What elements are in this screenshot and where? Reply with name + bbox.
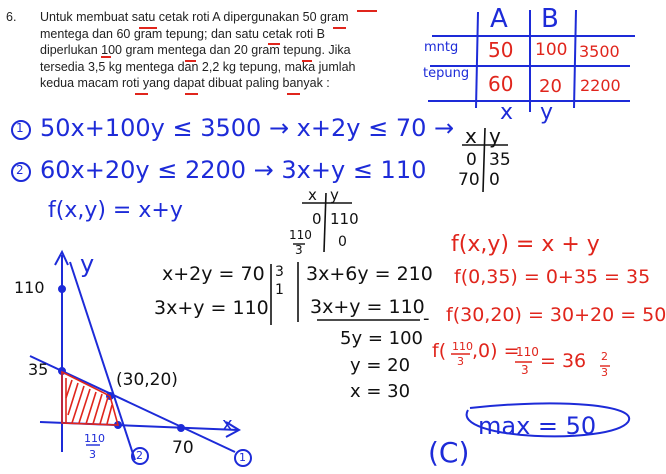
xy2-frac-den: 3 bbox=[295, 243, 303, 257]
eval-3-prefix: f( bbox=[432, 340, 447, 362]
table-cell: 50 bbox=[488, 38, 514, 62]
eval-3-frac-small-num: 2 bbox=[601, 350, 608, 363]
eval-3-val-den: 3 bbox=[521, 363, 529, 377]
eval-1: f(0,35) = 0+35 = 35 bbox=[454, 266, 651, 288]
question-number: 6. bbox=[6, 10, 17, 24]
elim-r5: x = 30 bbox=[350, 381, 411, 402]
graph-x-tick-70: 70 bbox=[172, 438, 194, 458]
eval-3-val-num: 110 bbox=[516, 345, 539, 359]
graph-x-axis-label: x bbox=[222, 414, 233, 435]
answer-choice: (C) bbox=[428, 436, 470, 469]
question-line: diperlukan 100 gram mentega dan 20 gram tepung. Jika bbox=[40, 43, 351, 57]
table-cell: 60 bbox=[488, 72, 514, 96]
eval-f: f(x,y) = x + y bbox=[451, 232, 600, 257]
elim-r4: y = 20 bbox=[350, 355, 411, 376]
elim-r3: 5y = 100 bbox=[340, 328, 423, 349]
xy1-cell: 70 bbox=[458, 170, 480, 190]
eval-2: f(30,20) = 30+20 = 50 bbox=[446, 304, 666, 326]
elim-mult2: 1 bbox=[275, 282, 284, 298]
graph-x-tick-frac-den: 3 bbox=[89, 448, 96, 461]
objective-function: f(x,y) = x+y bbox=[48, 198, 183, 223]
table-cell: 3500 bbox=[579, 42, 620, 61]
table-var-y: y bbox=[540, 100, 554, 125]
xy2-frac-num: 110 bbox=[289, 228, 312, 242]
eval-3-frac-num: 110 bbox=[452, 340, 473, 353]
xy1-header-x: x bbox=[465, 124, 477, 148]
constraint-2-number: 2 bbox=[16, 163, 24, 177]
question-line: tersedia 3,5 kg mentega dan 2,2 kg tepung, maka jumlah bbox=[40, 59, 356, 74]
question-line: Untuk membuat satu cetak roti A dipergunakan 50 gram bbox=[40, 10, 349, 24]
constraint-1-number: 1 bbox=[16, 121, 24, 135]
graph-y-tick-35: 35 bbox=[28, 360, 49, 379]
xy2-cell: 0 bbox=[338, 234, 347, 250]
table-header-a: A bbox=[490, 4, 508, 34]
elim-minus: - bbox=[423, 308, 430, 329]
xy2-header-x: x bbox=[308, 186, 317, 204]
eval-3-frac-den: 3 bbox=[457, 355, 464, 368]
xy1-cell: 0 bbox=[466, 150, 477, 170]
constraint-2: 60x+20y ≤ 2200 → 3x+y ≤ 110 bbox=[40, 156, 427, 184]
xy2-header-y: y bbox=[330, 186, 339, 204]
eval-3-eq: = 36 bbox=[540, 350, 587, 372]
eval-3-frac-small-den: 3 bbox=[601, 366, 608, 379]
graph-y-tick-110: 110 bbox=[14, 278, 45, 297]
table-row-label: tepung bbox=[423, 66, 470, 81]
xy1-cell: 35 bbox=[489, 150, 511, 170]
red-underlines bbox=[101, 11, 377, 94]
xy1-header-y: y bbox=[489, 124, 501, 148]
elim-r2: 3x+y = 110 bbox=[310, 296, 425, 318]
graph-point-label: (30,20) bbox=[116, 370, 178, 390]
elim-r1: 3x+6y = 210 bbox=[306, 263, 433, 285]
elim-eq1: x+2y = 70 bbox=[162, 263, 265, 285]
table-row-label: mntg bbox=[424, 40, 459, 55]
graph-line1-label: 1 bbox=[239, 451, 246, 464]
graph-line2-label: 2 bbox=[136, 449, 143, 462]
eval-3-mid: ,0) = bbox=[472, 340, 520, 362]
table-var-x: x bbox=[500, 100, 514, 125]
xy1-cell: 0 bbox=[489, 170, 500, 190]
elim-mult1: 3 bbox=[275, 264, 284, 280]
xy2-cell: 0 bbox=[312, 210, 322, 228]
table-cell: 2200 bbox=[580, 76, 621, 95]
graph-x-tick-frac-num: 110 bbox=[84, 432, 105, 445]
table-grid bbox=[428, 10, 635, 112]
graph-y-axis-label: y bbox=[80, 250, 95, 278]
table-cell: 100 bbox=[535, 40, 568, 60]
constraint-1: 50x+100y ≤ 3500 → x+2y ≤ 70 → bbox=[40, 114, 455, 142]
question-line: mentega dan 60 gram tepung; dan satu cetak roti B bbox=[40, 26, 325, 41]
table-header-b: B bbox=[541, 4, 559, 34]
table-cell: 20 bbox=[539, 76, 562, 97]
question-line: kedua macam roti yang dapat dibuat paling banyak : bbox=[40, 76, 330, 90]
xy2-cell: 110 bbox=[330, 210, 359, 228]
elim-eq2: 3x+y = 110 bbox=[154, 297, 269, 319]
max-value: max = 50 bbox=[478, 412, 597, 440]
